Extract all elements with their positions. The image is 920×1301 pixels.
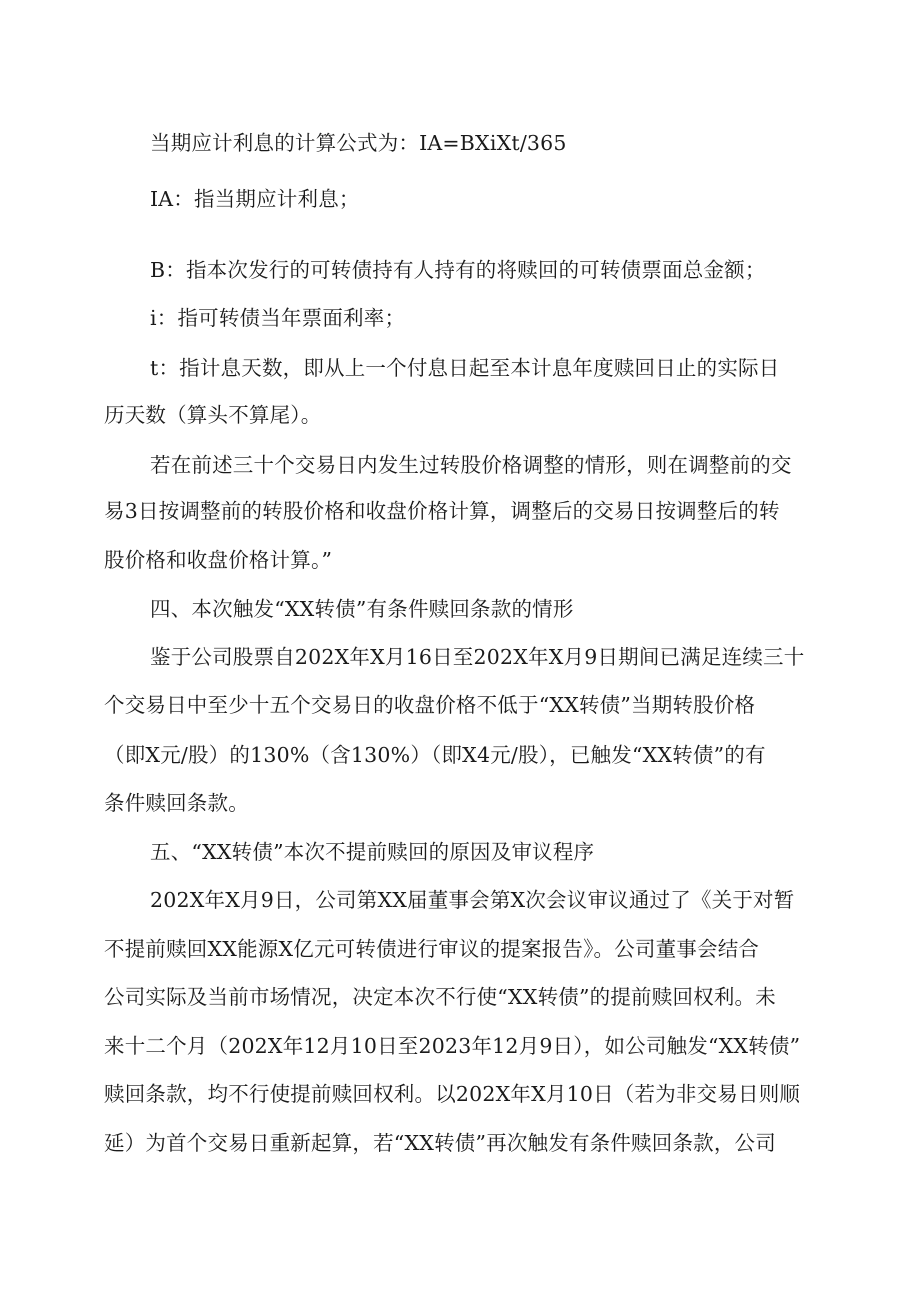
section-five-line-1: 202X年X月9日，公司第XX届董事会第X次会议审议通过了《关于对暂 xyxy=(150,888,795,912)
adjustment-paragraph-line-1: 若在前述三十个交易日内发生过转股价格调整的情形，则在调整前的交 xyxy=(150,453,792,477)
section-five-line-2: 不提前赎回XX能源X亿元可转债进行审议的提案报告》。公司董事会结合 xyxy=(104,937,760,961)
definition-ia: IA：指当期应计利息； xyxy=(150,187,360,211)
section-four-line-3: （即X元/股）的130%（含130%）（即X4元/股），已触发“XX转债”的有 xyxy=(104,743,766,767)
section-four-line-2: 个交易日中至少十五个交易日的收盘价格不低于“XX转债”当期转股价格 xyxy=(104,693,756,717)
formula-line: 当期应计利息的计算公式为：IA=BXiXt/365 xyxy=(150,131,567,155)
adjustment-paragraph-line-3: 股价格和收盘价格计算。” xyxy=(104,548,333,572)
section-five-heading: 五、“XX转债”本次不提前赎回的原因及审议程序 xyxy=(150,840,595,864)
definition-b: B：指本次发行的可转债持有人持有的将赎回的可转债票面总金额； xyxy=(150,258,766,282)
section-four-heading: 四、本次触发“XX转债”有条件赎回条款的情形 xyxy=(150,597,574,621)
section-five-line-5: 赎回条款，均不行使提前赎回权利。以202X年X月10日（若为非交易日则顺 xyxy=(104,1082,801,1106)
section-five-line-6: 延）为首个交易日重新起算，若“XX转债”再次触发有条件赎回条款，公司 xyxy=(104,1131,776,1155)
definition-t-cont: 历天数（算头不算尾）。 xyxy=(104,403,322,427)
definition-t: t：指计息天数，即从上一个付息日起至本计息年度赎回日止的实际日 xyxy=(150,356,780,380)
section-four-line-1: 鉴于公司股票自202X年X月16日至202X年X月9日期间已满足连续三十 xyxy=(150,645,805,669)
section-four-line-4: 条件赎回条款。 xyxy=(104,791,249,815)
section-five-line-4: 来十二个月（202X年12月10日至2023年12月9日），如公司触发“XX转债” xyxy=(104,1034,801,1058)
adjustment-paragraph-line-2: 易3日按调整前的转股价格和收盘价格计算，调整后的交易日按调整后的转 xyxy=(104,499,780,523)
section-five-line-3: 公司实际及当前市场情况，决定本次不行使“XX转债”的提前赎回权利。未 xyxy=(104,985,776,1009)
definition-i: i：指可转债当年票面利率； xyxy=(150,306,406,330)
